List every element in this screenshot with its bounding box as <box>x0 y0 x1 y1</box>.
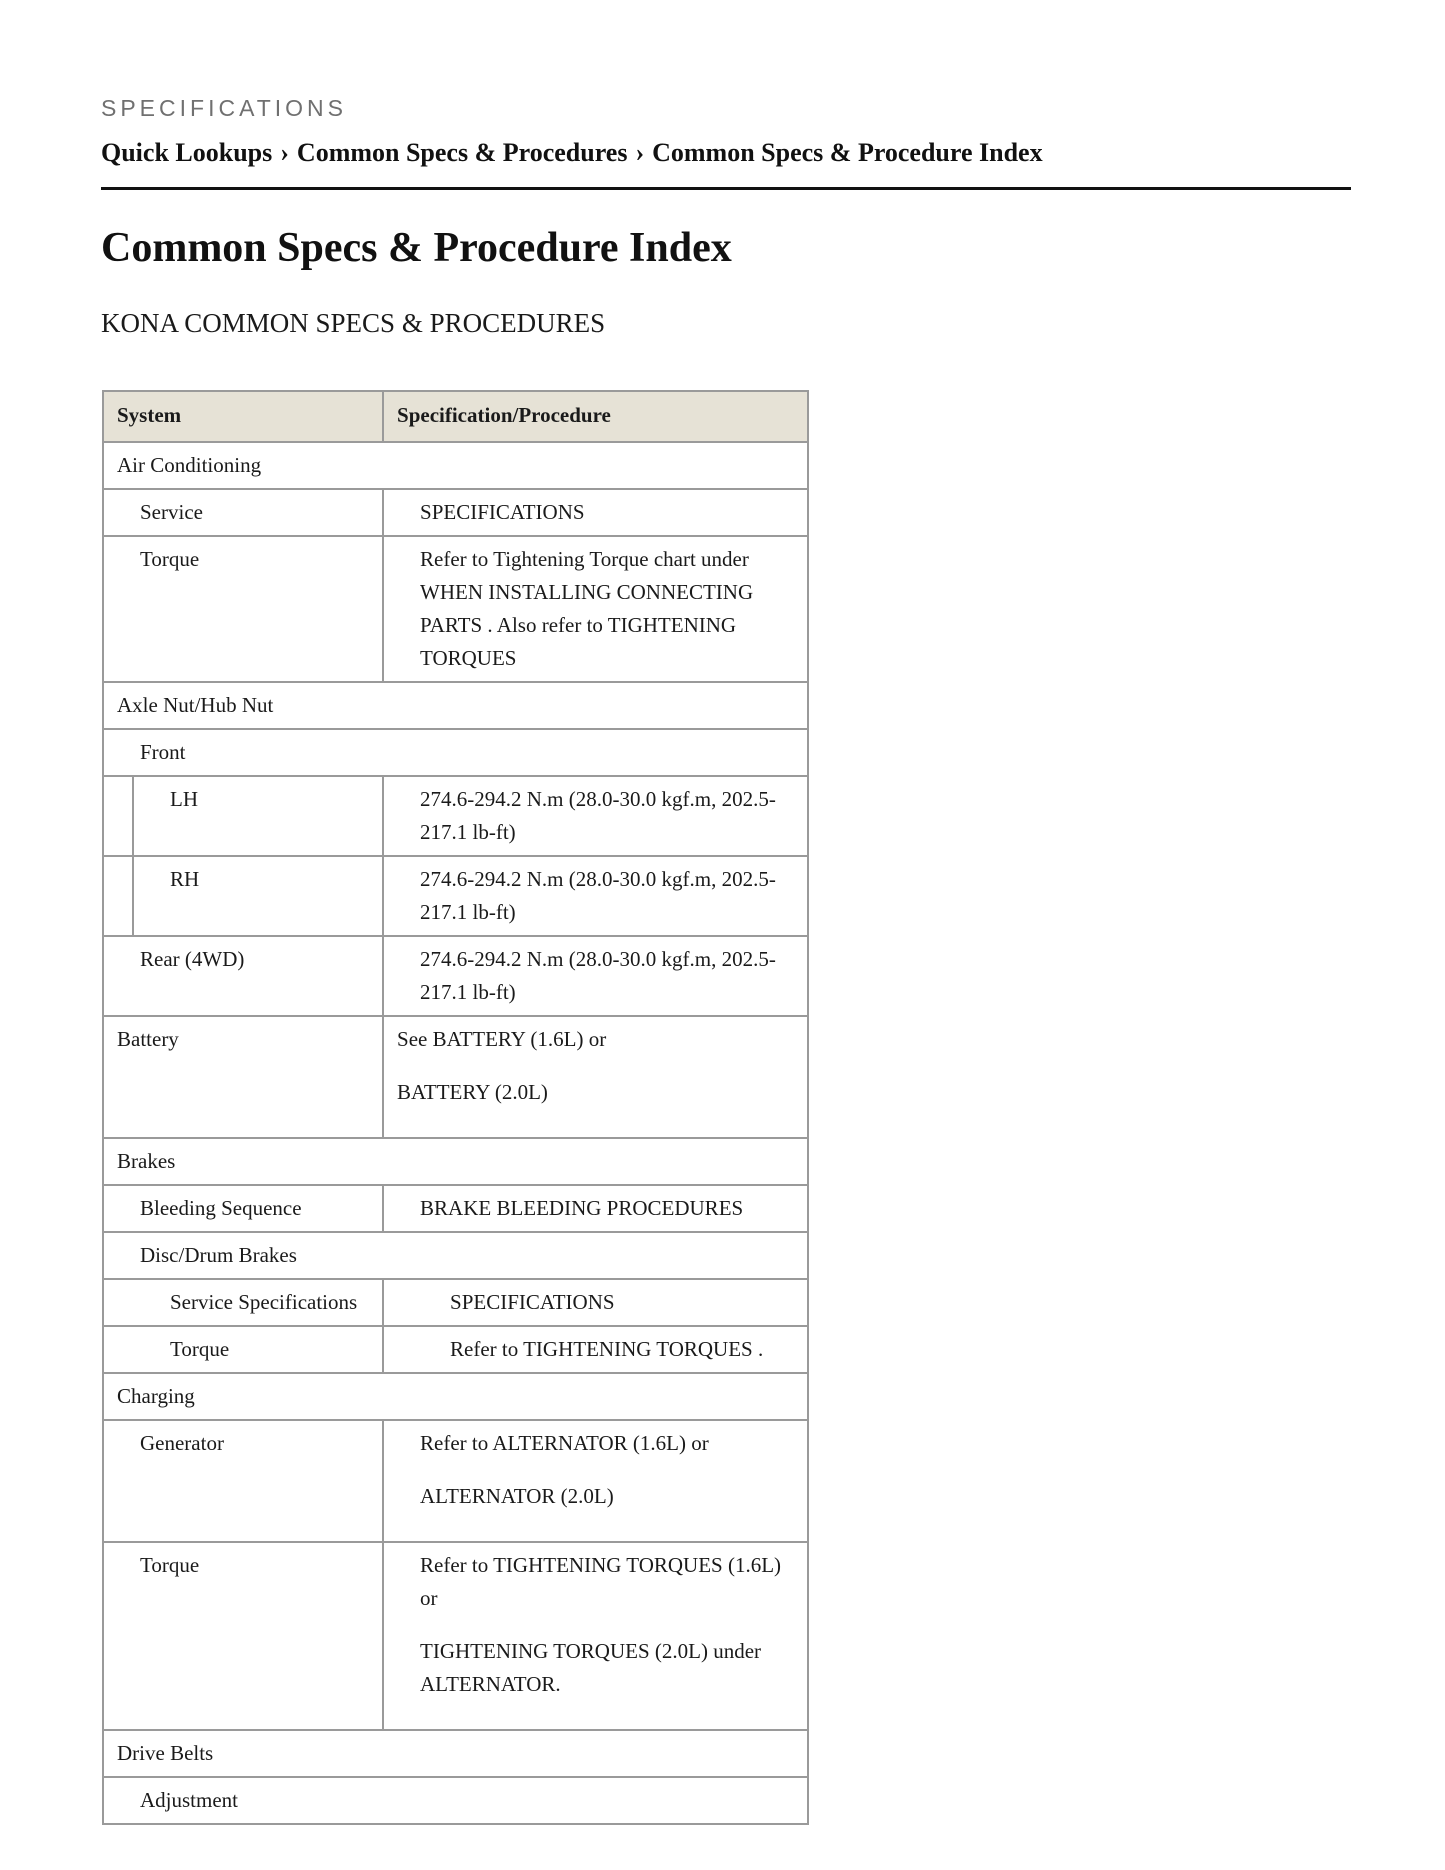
spec-link[interactable]: See BATTERY (1.6L) or <box>397 1027 607 1051</box>
system-disc-drum-brakes: Disc/Drum Brakes <box>103 1232 808 1279</box>
system-generator: Generator <box>103 1420 383 1542</box>
table-row <box>103 1542 808 1730</box>
breadcrumb-common-specs[interactable]: Common Specs & Procedures <box>296 138 628 167</box>
spec-text: 274.6-294.2 N.m (28.0-30.0 kgf.m, 202.5-217.1 lb-ft) <box>383 776 808 856</box>
table-row <box>103 1326 808 1373</box>
indent-rail <box>103 776 133 856</box>
spec-link[interactable]: Refer to TIGHTENING TORQUES (1.6L) or <box>420 1553 782 1610</box>
column-header-spec: Specification/Procedure <box>383 391 808 442</box>
system-drive-belts: Drive Belts <box>103 1730 808 1777</box>
table-row <box>103 1420 808 1542</box>
table-row <box>103 536 808 682</box>
system-brakes: Brakes <box>103 1138 808 1185</box>
table-row <box>103 776 808 856</box>
table-row <box>103 936 808 1016</box>
system-front: Front <box>103 729 808 776</box>
table-row <box>103 1016 808 1138</box>
header-divider <box>101 187 1351 190</box>
spec-table <box>102 390 809 1825</box>
system-charging: Charging <box>103 1373 808 1420</box>
spec-link[interactable]: ALTERNATOR (2.0L) <box>420 1484 614 1508</box>
system-lh: LH <box>133 776 383 856</box>
breadcrumb <box>101 138 1043 168</box>
spec-text: 274.6-294.2 N.m (28.0-30.0 kgf.m, 202.5-217.1 lb-ft) <box>383 936 808 1016</box>
table-row <box>103 1138 808 1185</box>
spec-link[interactable]: BRAKE BLEEDING PROCEDURES <box>383 1185 808 1232</box>
system-rear-4wd: Rear (4WD) <box>103 936 383 1016</box>
table-row <box>103 1730 808 1777</box>
spec-link[interactable]: BATTERY (2.0L) <box>397 1080 548 1104</box>
indent-rail <box>103 856 133 936</box>
table-row <box>103 489 808 536</box>
table-row <box>103 1373 808 1420</box>
table-row <box>103 682 808 729</box>
section-eyebrow: SPECIFICATIONS <box>101 95 347 121</box>
system-ac-service: Service <box>103 489 383 536</box>
spec-link[interactable]: TIGHTENING TORQUES (2.0L) under ALTERNATOR. <box>420 1639 762 1696</box>
spec-cell <box>383 1016 808 1138</box>
table-row <box>103 442 808 489</box>
spec-text: Refer to Tightening Torque chart under WHEN INSTALLING CONNECTING PARTS . Also refer to TIGHTENING TORQUES <box>383 536 808 682</box>
spec-cell <box>383 1420 808 1542</box>
breadcrumb-separator: › <box>635 138 645 167</box>
spec-link[interactable]: SPECIFICATIONS <box>383 1279 808 1326</box>
column-header-system: System <box>103 391 383 442</box>
spec-link[interactable]: SPECIFICATIONS <box>383 489 808 536</box>
system-charging-torque: Torque <box>103 1542 383 1730</box>
table-row <box>103 1777 808 1824</box>
system-service-specifications: Service Specifications <box>103 1279 383 1326</box>
spec-link[interactable]: Refer to ALTERNATOR (1.6L) or <box>420 1431 709 1455</box>
page-subtitle: KONA COMMON SPECS & PROCEDURES <box>101 308 606 338</box>
system-rh: RH <box>133 856 383 936</box>
system-ac-torque: Torque <box>103 536 383 682</box>
system-adjustment: Adjustment <box>103 1777 808 1824</box>
spec-cell <box>383 1542 808 1730</box>
system-axle-nut: Axle Nut/Hub Nut <box>103 682 808 729</box>
table-row <box>103 1232 808 1279</box>
table-row <box>103 1279 808 1326</box>
system-air-conditioning: Air Conditioning <box>103 442 808 489</box>
system-brake-torque: Torque <box>103 1326 383 1373</box>
table-row <box>103 729 808 776</box>
breadcrumb-quick-lookups[interactable]: Quick Lookups <box>101 138 273 167</box>
system-bleeding-sequence: Bleeding Sequence <box>103 1185 383 1232</box>
system-battery: Battery <box>103 1016 383 1138</box>
breadcrumb-current-page: Common Specs & Procedure Index <box>652 138 1043 167</box>
table-row <box>103 856 808 936</box>
spec-link[interactable]: Refer to TIGHTENING TORQUES . <box>383 1326 808 1373</box>
spec-text: 274.6-294.2 N.m (28.0-30.0 kgf.m, 202.5-217.1 lb-ft) <box>383 856 808 936</box>
breadcrumb-separator: › <box>280 138 289 167</box>
table-row <box>103 1185 808 1232</box>
page-title: Common Specs & Procedure Index <box>101 225 732 271</box>
table-header-row <box>103 391 808 442</box>
